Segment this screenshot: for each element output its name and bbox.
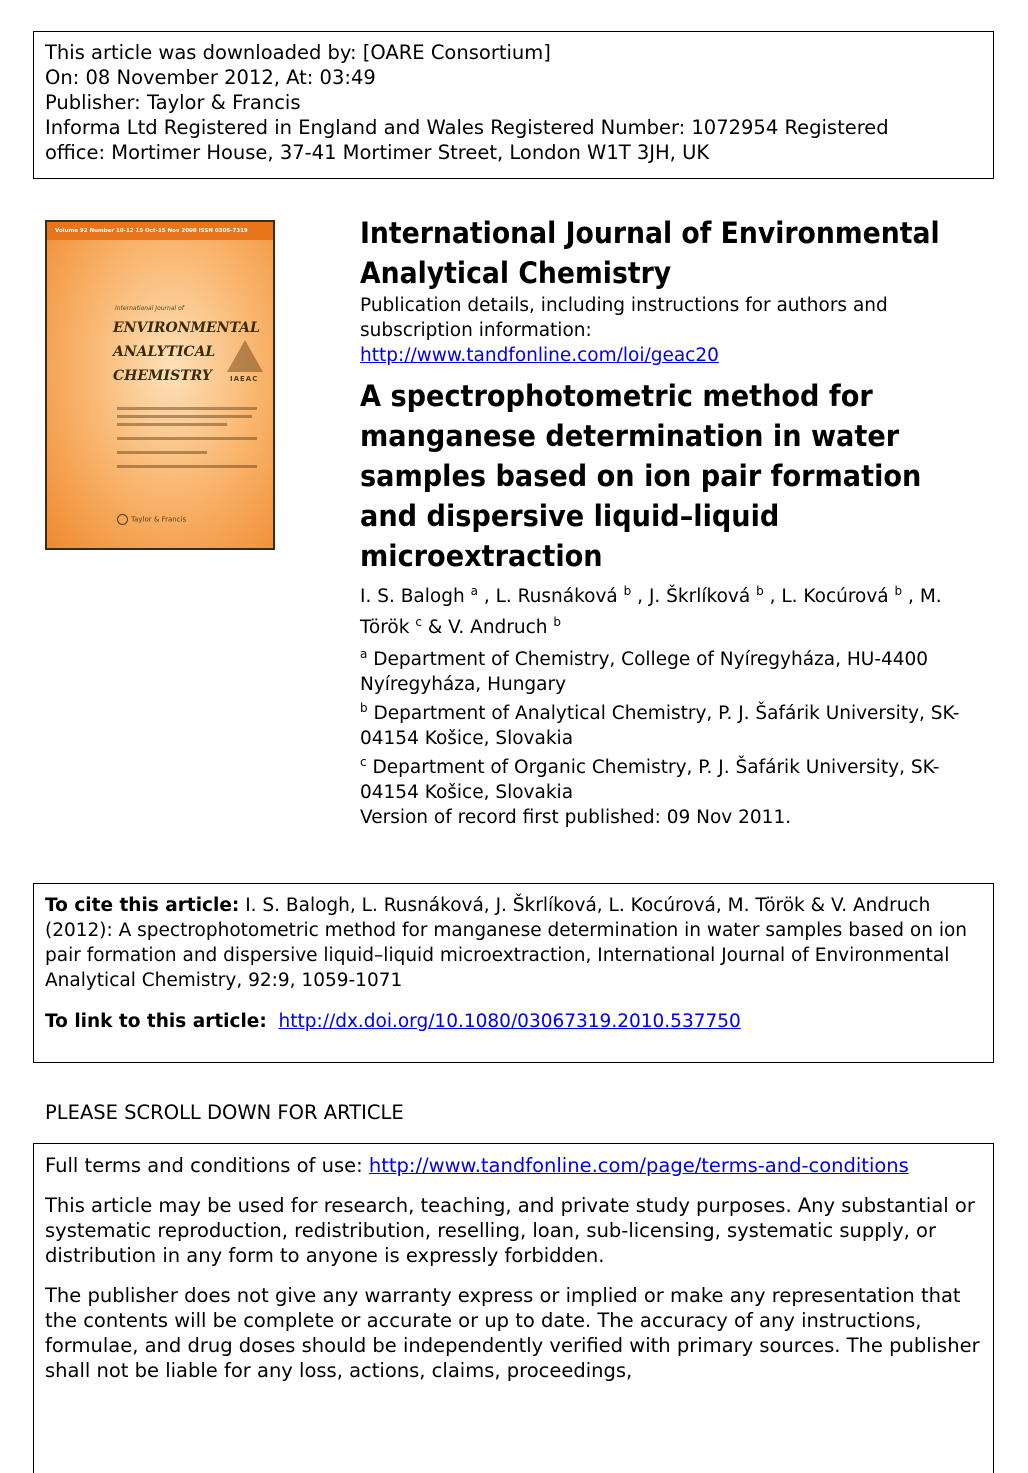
author-name: J. Škrlíková — [648, 586, 751, 607]
cover-title-line: ENVIRONMENTAL — [113, 320, 260, 336]
publication-details: Publication details, including instructions for authors and subscription information: — [360, 295, 888, 341]
affiliation-text: Department of Analytical Chemistry, P. J. Šafárik University, SK-04154 Košice, Slovakia — [360, 703, 960, 749]
affiliation-mark: c — [360, 754, 367, 769]
cover-title-line: CHEMISTRY — [113, 368, 212, 384]
author-name: V. Andruch — [448, 617, 548, 638]
affiliation — [360, 755, 990, 805]
affiliation — [360, 647, 990, 697]
author-affiliation-mark: b — [623, 583, 632, 598]
author-affiliation-mark: b — [894, 583, 903, 598]
cover-text-line — [117, 423, 227, 426]
doi-link[interactable]: http://dx.doi.org/10.1080/03067319.2010.537750 — [278, 1011, 741, 1032]
author-separator: , — [902, 586, 920, 607]
author-separator: , — [763, 586, 782, 607]
journal-cover-image — [45, 220, 275, 550]
article-link-row — [45, 1009, 982, 1034]
article-title: A spectrophotometric method for manganese determination in water samples based on ion pair formation and dispersive liquid–liquid microextraction — [360, 379, 922, 573]
author-affiliation-mark: b — [756, 583, 764, 598]
affiliation-list — [360, 647, 990, 805]
cover-text-line — [117, 407, 257, 410]
citation-box — [33, 883, 994, 1063]
cover-text-line — [117, 437, 257, 440]
citation — [45, 893, 982, 993]
author-affiliation-mark: a — [470, 583, 478, 598]
office-line: office: Mortimer House, 37-41 Mortimer Street, London W1T 3JH, UK — [45, 141, 710, 164]
terms-link-paragraph — [45, 1153, 982, 1178]
journal-title: International Journal of Environmental Analytical Chemistry — [360, 216, 940, 290]
terms-label: Full terms and conditions of use: — [45, 1154, 369, 1177]
author-name: I. S. Balogh — [360, 586, 465, 607]
author-list — [360, 581, 990, 643]
scroll-notice: PLEASE SCROLL DOWN FOR ARTICLE — [45, 1101, 404, 1124]
cover-publisher-logo — [117, 514, 186, 525]
cover-publisher-name: Taylor & Francis — [131, 515, 187, 524]
registration-line: Informa Ltd Registered in England and Wales Registered Number: 1072954 Registered — [45, 116, 889, 139]
affiliation-mark: a — [360, 646, 368, 661]
affiliation — [360, 701, 990, 751]
author-separator: , — [631, 586, 649, 607]
cover-header-strip: Volume 92 Number 10-12 15 Oct-15 Nov 2008 ISSN 0306-7319 — [47, 222, 273, 240]
author-separator: , — [477, 586, 496, 607]
publisher-logo-icon — [117, 514, 128, 525]
version-line: Version of record first published: 09 Nov 2011. — [360, 807, 792, 828]
terms-box — [33, 1143, 994, 1473]
author-name: M. Török — [360, 586, 942, 638]
cover-text-line — [117, 415, 252, 418]
citation-text: I. S. Balogh, L. Rusnáková, J. Škrlíková, L. Kocúrová, M. Török & V. Andruch (2012): A spectrophotometric method for manganese determination in water samples based on ion pair formation and dispersive liquid–liquid microextraction, International Journal of Environmental Analytical Chemistry, 92:9, 1059-1071 — [45, 895, 968, 991]
terms-paragraph-usage: This article may be used for research, teaching, and private study purposes. Any substantial or systematic reproduction, redistribution, reselling, loan, sub-licensing, systematic supply, or distribution in any form to anyone is expressly forbidden. — [45, 1194, 975, 1267]
download-date-line: On: 08 November 2012, At: 03:49 — [45, 66, 376, 89]
link-label: To link to this article: — [45, 1011, 267, 1032]
author-affiliation-mark: b — [553, 614, 562, 629]
journal-url-link[interactable]: http://www.tandfonline.com/loi/geac20 — [360, 345, 719, 366]
affiliation-mark: b — [360, 700, 368, 715]
author-separator: & — [421, 617, 449, 638]
cover-text-line — [117, 465, 257, 468]
author-name: L. Rusnáková — [495, 586, 618, 607]
cite-label: To cite this article: — [45, 895, 240, 916]
cover-title-line: ANALYTICAL — [113, 344, 216, 360]
publisher-line: Publisher: Taylor & Francis — [45, 91, 301, 114]
affiliation-text: Department of Organic Chemistry, P. J. Šafárik University, SK-04154 Košice, Slovakia — [360, 757, 940, 803]
author-affiliation-mark: c — [415, 614, 422, 629]
cover-small-header: International Journal of — [115, 305, 184, 312]
affiliation-text: Department of Chemistry, College of Nyíregyháza, HU-4400 Nyíregyháza, Hungary — [360, 649, 929, 695]
author-name: L. Kocúrová — [781, 586, 889, 607]
cover-triangle-icon — [227, 340, 263, 372]
cover-text-line — [117, 451, 207, 454]
article-header — [360, 213, 990, 830]
cover-society: IAEAC — [230, 375, 259, 383]
download-info-box — [33, 31, 994, 179]
download-line: This article was downloaded by: [OARE Consortium] — [45, 41, 551, 64]
terms-paragraph-warranty: The publisher does not give any warranty express or implied or make any representation that the contents will be complete or accurate or up to date. The accuracy of any instructions, formulae, and drug doses should be independently verified with primary sources. The publisher shall not be liable for any loss, actions, claims, proceedings, — [45, 1284, 980, 1382]
terms-link[interactable]: http://www.tandfonline.com/page/terms-and-conditions — [368, 1154, 909, 1177]
